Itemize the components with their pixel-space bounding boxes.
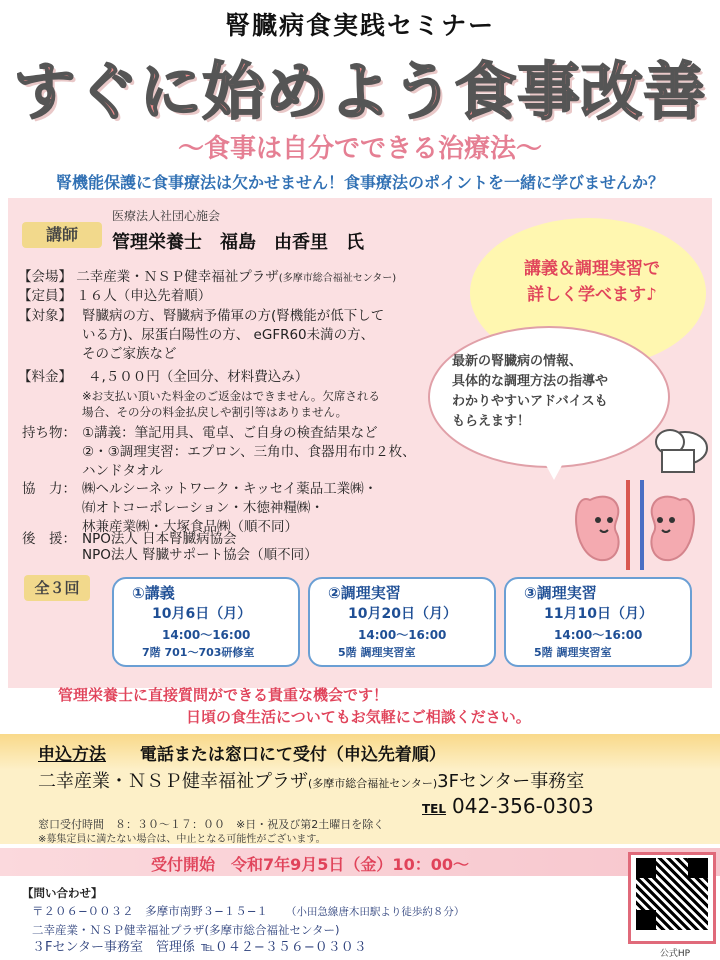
contact-facility-subname: (多摩市総合福祉センター)	[204, 923, 340, 937]
session-title: ②調理実習	[328, 584, 401, 602]
session-room: 5階 調理実習室	[534, 646, 612, 659]
session-time: 14:00〜16:00	[554, 628, 643, 642]
coop-line: ㈱ヘルシーネットワーク・キッセイ薬品工業㈱・	[82, 481, 378, 497]
support-label: 後 援：	[22, 531, 76, 547]
coop-label: 協 力：	[22, 481, 76, 497]
contact-access: （小田急線唐木田駅より徒歩約８分）	[285, 906, 465, 918]
contact-address: 〒２０６−００３２ 多摩市南野３−１５−１	[32, 904, 268, 918]
kidney-chef-icon	[560, 420, 710, 580]
apply-venue	[38, 767, 584, 793]
session-time: 14:00〜16:00	[358, 628, 447, 642]
venue-subname: (多摩市総合福祉センター)	[278, 273, 397, 284]
bubble-line: もらえます！	[452, 414, 531, 429]
apply-method: 電話または窓口にて受付（申込先着順）	[139, 745, 446, 765]
bubble-line: 最新の腎臓病の情報、	[452, 354, 583, 369]
capacity-row	[18, 287, 211, 305]
coop-line: 林兼産業㈱・大塚食品㈱（順不同）	[82, 519, 298, 535]
contact-heading: 【問い合わせ】	[22, 886, 103, 900]
session-title: ③調理実習	[524, 584, 597, 602]
contact-office: ３Fセンター事務室 管理係	[32, 940, 195, 955]
apply-phone[interactable]	[422, 794, 594, 818]
contact-facility-row	[22, 921, 464, 939]
seminar-kicker: 腎臓病食実践セミナー	[224, 11, 495, 40]
contact-office-row	[22, 939, 464, 957]
message-line: 日頃の食生活についてもお気軽にご相談ください。	[186, 708, 531, 726]
venue-label: 【会場】	[18, 269, 72, 285]
session-date: 10月6日（月）	[152, 606, 252, 622]
apply-method-label: 申込方法	[38, 745, 106, 765]
page-title: すぐに始めよう食事改善	[13, 55, 707, 128]
session-count-tag: 全３回	[24, 575, 90, 601]
items-label: 持ち物：	[22, 425, 76, 441]
support-line: NPO法人 腎臓サポート協会（順不同）	[82, 547, 318, 563]
session-card-1	[112, 577, 300, 667]
items-line: ハンドタオル	[82, 463, 163, 479]
consultation-message	[0, 684, 720, 728]
lecturer-org: 医療法人社団心施会	[112, 209, 221, 223]
contact-address-row	[22, 902, 464, 921]
apply-note: ※募集定員に満たない場合は、中止となる可能性がございます。	[38, 834, 326, 845]
apply-heading	[38, 740, 446, 765]
session-date: 10月20日（月）	[348, 606, 457, 622]
apply-venue-subname: (多摩市総合福祉センター)	[308, 777, 438, 790]
items-line: ①講義：筆記用具、電卓、ご自身の検査結果など	[82, 425, 378, 441]
message-line: 管理栄養士に直接質問ができる貴重な機会です！	[58, 686, 389, 704]
session-card-3	[504, 577, 692, 667]
highlight-bubble-text	[492, 256, 692, 308]
bubble-line: わかりやすいアドバイスも	[452, 394, 608, 409]
tel-label: TEL	[422, 802, 447, 816]
session-date: 11月10日（月）	[544, 606, 653, 622]
target-line: いる方)、尿蛋白陽性の方、 eGFR60未満の方、	[82, 327, 375, 343]
qr-code-icon[interactable]	[636, 858, 708, 930]
items-line: ②・③調理実習：エプロン、三角巾、食器用布巾２枚、	[82, 444, 416, 460]
apply-office: 3Fセンター事務室	[437, 771, 585, 792]
apply-venue-name: 二幸産業・ＮＳＰ健幸福祉プラザ	[38, 771, 308, 792]
session-room: 7階 701〜703研修室	[142, 646, 255, 659]
venue-value: 二幸産業・ＮＳＰ健幸福祉プラザ	[76, 269, 279, 285]
session-title: ①講義	[132, 584, 175, 602]
bubble-line: 講義＆調理実習で	[524, 259, 660, 279]
session-time: 14:00〜16:00	[162, 628, 251, 642]
fee-value: ４,５００円（全回分、材料費込み）	[88, 369, 309, 385]
contact-facility: 二幸産業・ＮＳＰ健幸福祉プラザ	[32, 923, 205, 937]
contact-block	[22, 884, 464, 957]
lecturer-name: 管理栄養士 福島 由香里 氏	[112, 232, 364, 253]
coop-line: ㈲オトコーポレーション・木徳神糧㈱・	[82, 500, 324, 516]
target-line: 腎臓病の方、腎臓病予備軍の方(腎機能が低下して	[82, 308, 385, 324]
fee-note: 場合、その分の料金払戻しや割引等はありません。	[82, 405, 348, 419]
apply-hours: 窓口受付時間 ８：３０〜１７：００ ※日・祝及び第2土曜日を除く	[38, 818, 385, 831]
support-line: NPO法人 日本腎臓病協会	[82, 531, 237, 547]
fee-label: 【料金】	[18, 369, 72, 385]
lecturer-tag: 講師	[22, 222, 102, 248]
target-line: そのご家族など	[82, 346, 177, 362]
bubble-line: 詳しく学べます♪	[527, 285, 657, 305]
target-label: 【対象】	[18, 308, 72, 324]
bubble-line: 具体的な調理方法の指導や	[452, 374, 609, 389]
session-card-2	[308, 577, 496, 667]
qr-label: 公式HP	[659, 949, 691, 959]
lead-text: 腎機能保護に食事療法は欠かせません！食事療法のポイントを一緒に学びませんか？	[55, 173, 664, 192]
venue-row	[18, 268, 396, 288]
session-room: 5階 調理実習室	[338, 646, 416, 659]
tel-number[interactable]: 042-356-0303	[452, 794, 594, 818]
fee-note: ※お支払い頂いた料金のご返金はできません。欠席される	[82, 389, 380, 403]
registration-start: 受付開始 令和7年9月5日（金）10：00〜	[151, 855, 469, 874]
capacity-label: 【定員】	[18, 288, 72, 304]
capacity-value: １６人（申込先着順）	[76, 288, 212, 304]
subtitle: 〜食事は自分でできる治療法〜	[177, 134, 542, 164]
contact-tel[interactable]: ℡０４２−３５６−０３０３	[200, 940, 367, 955]
